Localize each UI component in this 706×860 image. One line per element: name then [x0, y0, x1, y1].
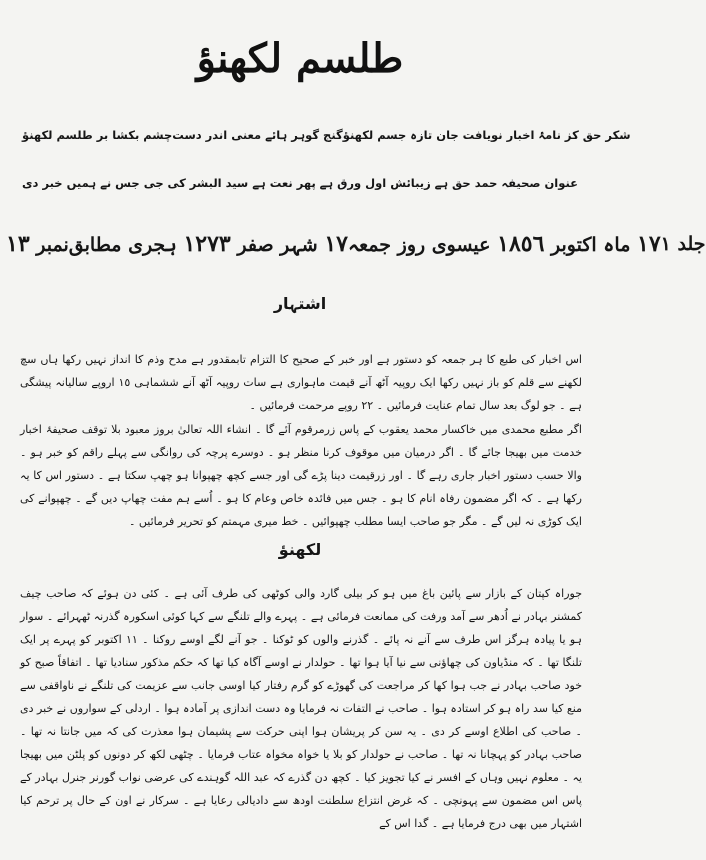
greg-year: ١٨٥٦	[497, 231, 545, 257]
greg-day: ١٧	[637, 231, 661, 257]
motto-line-1	[22, 128, 631, 142]
hijri-day: ١٧	[324, 231, 348, 257]
dateline	[6, 226, 706, 262]
number-value: ١٣	[6, 231, 30, 257]
section-heading-lucknow: لکھنؤ	[278, 540, 322, 559]
motto-phrase: عنوان صحیفہ حمد حق ہے	[434, 176, 578, 190]
motto-phrase: پھر نعت ہے سید البشر کی	[167, 176, 316, 190]
hijri-month: شہر صفر	[237, 234, 318, 256]
greg-label: عیسوی روز جمعہ	[348, 234, 491, 256]
month-label: ماہ	[603, 234, 631, 256]
issue-number	[6, 231, 69, 257]
motto-phrase: گنج گوہر ہائے معنی اندر دست	[172, 128, 343, 142]
masthead	[0, 18, 600, 100]
motto-phrase: یافت جان تازہ جسم لکھنؤ	[342, 128, 492, 142]
motto-phrase: شکر حق کز نامۂ اخبار نو	[491, 128, 631, 142]
paragraph-news: جوراہ کپتان کے بازار سے پائین باغ میں ہو کر بیلی گارد والی کوٹھی کی طرف آئی ہے ۔ کئی دن ہوئے کہ صاحب چیف کمشنر بہادر نے اُدھر سے آمد ورفت کی ممانعت فرمائی ہے ۔ پہرے والے تلنگے سے کہا کوئی اسکورہ گذرنہ ٹھہرائے ۔ سوار ہو یا پیادہ ہرگز اس طرف سے آنے نہ پائے ۔ گذرنے والوں کو ٹوکنا ۔ جو آنے لگے اوسے روکنا ۔ ١١ اکتوبر کو پہرے پر ایک تلنگا تھا ۔ کہ منڈیاون کی چھاؤنی سے نیا آیا ہوا تھا ۔ حولدار نے اوسے آگاہ کیا تھا کہ حکم مذکور سنادیا تھا ۔ اتفاقاً صبح کو خود صاحب بہادر نے جب ہوا کھا کر مراجعت کی گھوڑے کو گرم رفتار کیا اوسی جانب سے عزیمت کی تلنگے نے ناواقفی سے منع کیا سد راہ ہو کر استادہ ہوا ۔ صاحب نے التفات نہ فرمایا وہ دست اندازی پر آمادہ ہوا ۔ اردلی کے سواروں نے خبر دی ۔ صاحب کی اطلاع اوسے کر دی ۔ یہ سن کر پریشان ہوا اپنی حرکت سے پشیمان ہوا معذرت کی کہ میں جانتا نہ تھا ۔ صاحب بہادر کو پہچانا نہ تھا ۔ صاحب نے حولدار کو بلا یا خواہ مخواہ عتاب فرمایا ۔ چٹھی لکھ کر دونوں کو پلٹن میں بھیجا یہ ۔ معلوم نہیں وہاں کے افسر نے کیا تجویز کیا ۔ کچھ دن گذرے کہ عبد اللہ گوہندے کی عرضی نواب گورنر جنرل بہادر کے پاس اس مضمون سے پہونچی ۔ کہ غرض انتزاع سلطنت اودھ سے دادیالی رعایا ہے ۔ سرکار نے اون کے حال پر ترحم کیا اشتہار میں بھی درج فرمایا ہے ۔ گدا اس کے	[20, 587, 582, 830]
motto-phrase: چشم بکشا بر طلسم لکھنؤ	[22, 128, 173, 142]
paragraph-publisher: اگر مطبع محمدی میں خاکسار محمد یعقوب کے پاس زرمرقوم آئے گا ۔ انشاء اللہ تعالیٰ بروز معبود بلا توقف صحیفۂ اخبار خدمت میں بھیجا جائے گا ۔ اگر درمیان میں موقوف کرنا منظر ہو ۔ دوسرے پرچہ کی روانگی سے پہلے راقم کو خبر ہو ۔ والا حسب دستور اخبار جاری رہے گا ۔ اور زرقیمت دینا پڑے گی اور جسے کچھ چھپوانا ہو چھپ سکتا ہے ۔ دستور اس کا یہ رکھا ہے ۔ کہ اگر مضمون رفاہ انام کا ہو ۔ جس میں فائدہ خاص وعام کا ہو ۔ اُسے ہم مفت چھاپ دیں گے ۔ چھپوانے کی ایک کوڑی نہ لیں گے ۔ مگر جو صاحب ایسا مطلب چھپوائیں ۔ خط میری مہمتم کو تحریر فرمائیں ۔	[20, 423, 582, 528]
volume-label: جلد ١	[660, 233, 706, 255]
paragraph-subscription: اس اخبار کی طبع کا ہر جمعہ کو دستور ہے اور خبر کے صحیح کا التزام تابمقدور ہے مدح وذم کا انداز نہیں رکھا ہاں سچ لکھنے سے قلم کو باز نہیں رکھا ایک روپیہ آٹھ آنے قیمت ماہواری ہے سات روپیہ آٹھ آنے ششماہی ١٥ اروپے سالیانہ پیشگی ہے ۔ جو لوگ بعد سال تمام عنایت فرمائیں ۔ ٢٢ روپے مرحمت فرمائیں ۔	[20, 353, 582, 412]
motto-phrase: زیبائش اول ورق ہے	[319, 176, 431, 190]
masthead-title: طلسم لکھنؤ	[196, 35, 404, 82]
hijri-date	[69, 231, 348, 257]
motto-line-2	[22, 176, 578, 190]
gregorian-date	[348, 231, 661, 257]
motto-phrase: جی جس نے ہمیں خبر دی	[22, 176, 164, 190]
hijri-label: ہجری مطابق	[68, 234, 177, 256]
number-label: نمبر	[36, 234, 69, 256]
greg-month: اکتوبر	[551, 234, 597, 256]
hijri-year: ١٢٧٣	[183, 231, 231, 257]
section-heading-ishtihar: اشتہار	[273, 294, 327, 313]
